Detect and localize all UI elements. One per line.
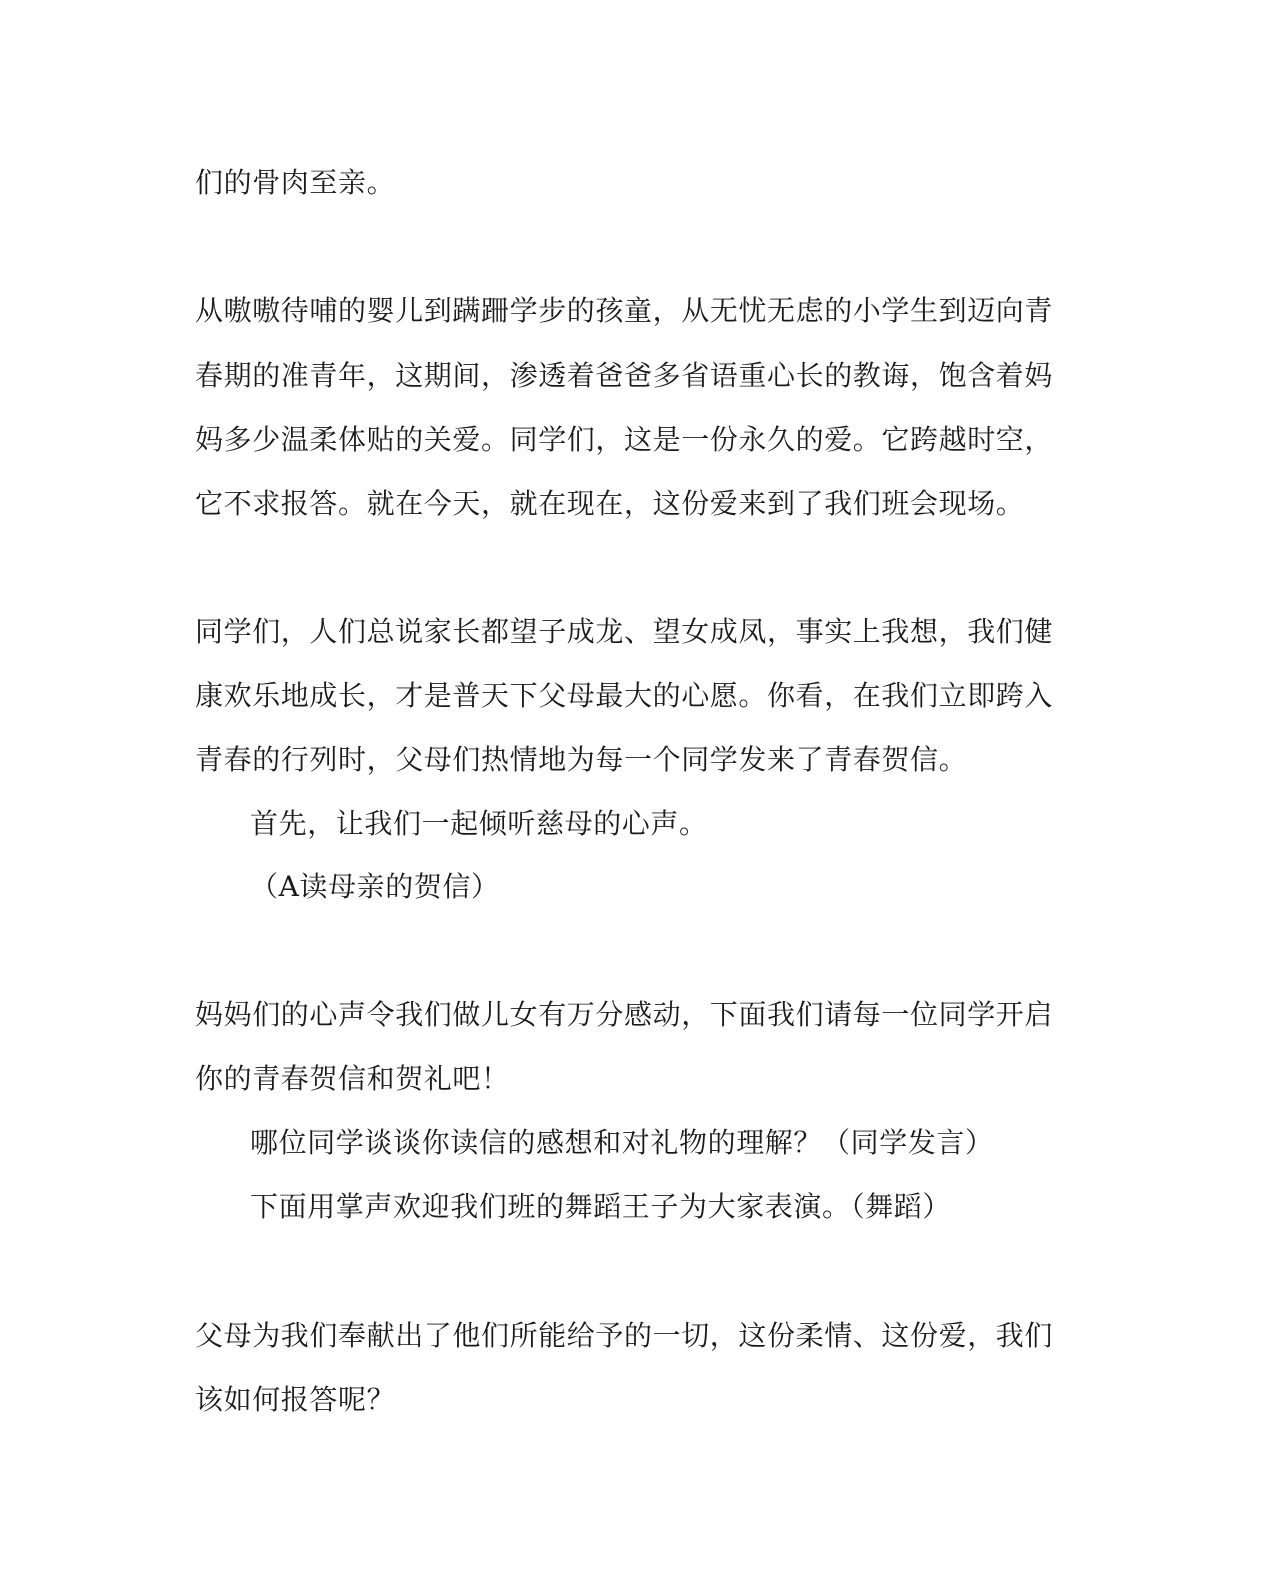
text-line: （A读母亲的贺信） [250,870,500,903]
text-line: 同学们，人们总说家长都望子成龙、望女成凤，事实上我想，我们健 [195,615,1054,648]
text-line: 青春的行列时，父母们热情地为每一个同学发来了青春贺信。 [195,743,968,776]
text-line: 妈妈们的心声令我们做儿女有万分感动，下面我们请每一位同学开启 [195,998,1054,1031]
text-line: 们的骨肉至亲。 [195,166,396,199]
text-line: 下面用掌声欢迎我们班的舞蹈王子为大家表演。（舞蹈） [250,1190,952,1223]
text-line: 从嗷嗷待哺的婴儿到蹒跚学步的孩童，从无忧无虑的小学生到迈向青 [195,294,1054,327]
text-line: 父母为我们奉献出了他们所能给予的一切，这份柔情、这份爱，我们 [195,1319,1054,1352]
text-line: 它不求报答。就在今天，就在现在，这份爱来到了我们班会现场。 [195,487,1025,520]
text-line: 春期的准青年，这期间，渗透着爸爸多省语重心长的教诲，饱含着妈 [195,359,1054,392]
text-line: 首先，让我们一起倾听慈母的心声。 [250,807,708,840]
text-line: 康欢乐地成长，才是普天下父母最大的心愿。你看，在我们立即跨入 [195,679,1054,712]
text-line: 你的青春贺信和贺礼吧！ [195,1062,510,1095]
text-line: 该如何报答呢？ [195,1383,396,1416]
text-line: 妈多少温柔体贴的关爱。同学们，这是一份永久的爱。它跨越时空， [195,423,1054,456]
text-line: 哪位同学谈谈你读信的感想和对礼物的理解？（同学发言） [250,1126,994,1159]
